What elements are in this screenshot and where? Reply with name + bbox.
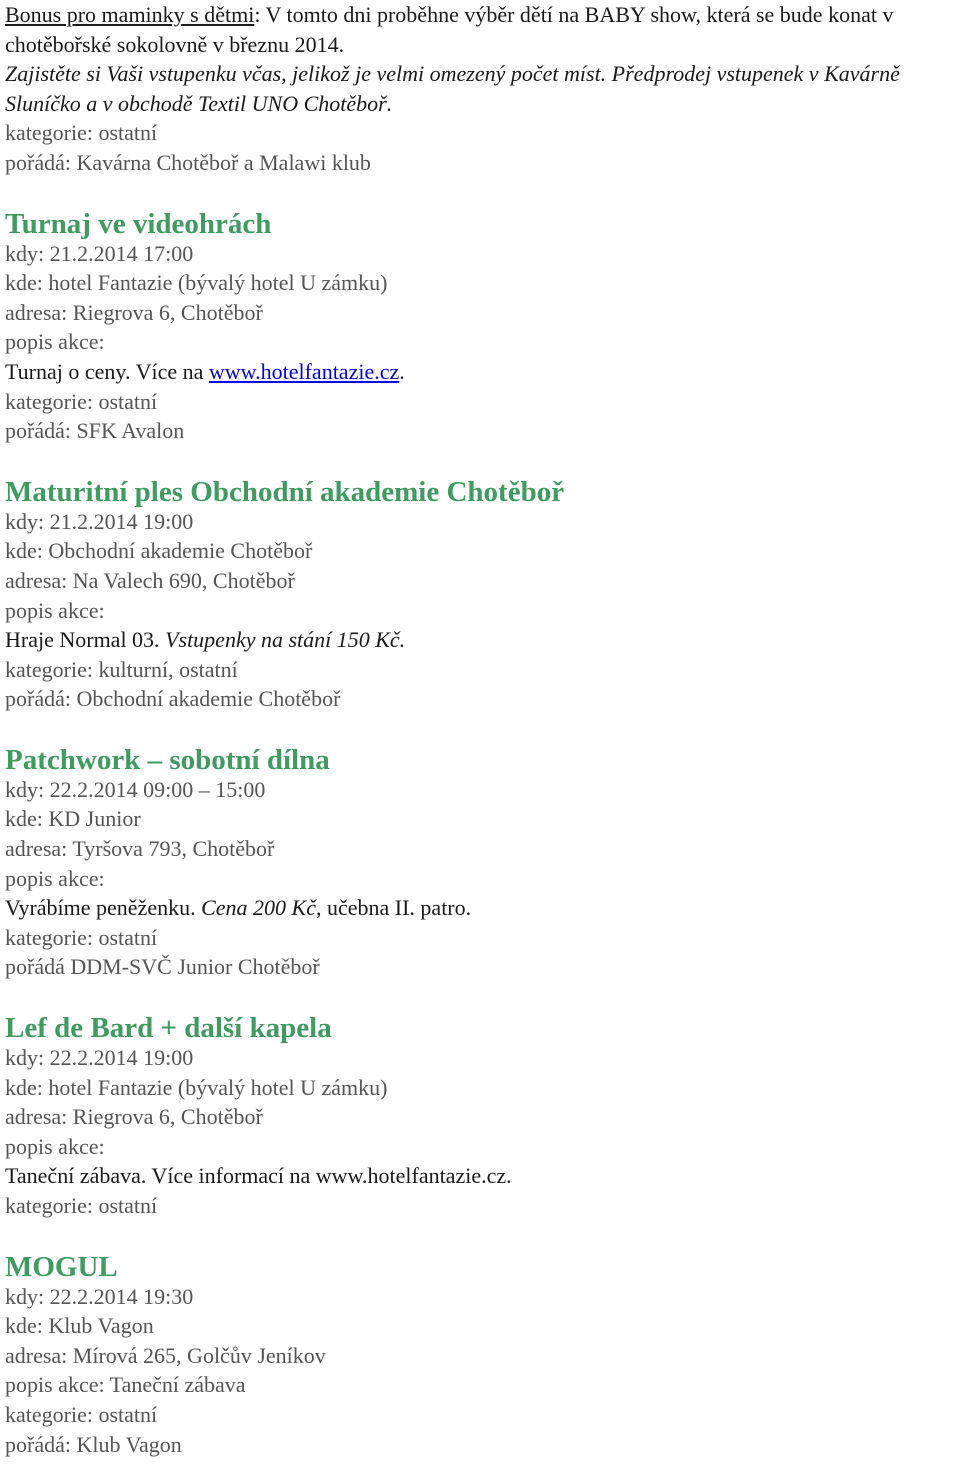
event-when: kdy: 21.2.2014 17:00 bbox=[5, 240, 194, 266]
event-title: Turnaj ve videohrách bbox=[5, 207, 272, 240]
event-category: kategorie: ostatní bbox=[5, 388, 158, 414]
event-when: kdy: 22.2.2014 19:00 bbox=[5, 1045, 194, 1071]
event-desc-italic: Vstupenky na stání 150 Kč. bbox=[165, 627, 406, 653]
event-desc-text: Hraje Normal 03. bbox=[5, 627, 166, 653]
event-description bbox=[5, 893, 955, 923]
event-organizer: pořádá: SFK Avalon bbox=[5, 418, 185, 444]
event-title: MOGUL bbox=[5, 1250, 118, 1283]
event-listing bbox=[5, 0, 955, 1459]
event-description bbox=[5, 625, 955, 655]
bonus-text: : V tomto dni proběhne výběr dětí na BABY show, která se bude konat v chotěbořské sokolovně v březnu 2014. bbox=[5, 2, 894, 57]
event-where: kde: Obchodní akademie Chotěboř bbox=[5, 538, 313, 564]
event-where: kde: hotel Fantazie (bývalý hotel U zámku) bbox=[5, 1074, 388, 1100]
bonus-label: Bonus pro maminky s dětmi bbox=[5, 2, 255, 27]
event-organizer: pořádá DDM-SVČ Junior Chotěboř bbox=[5, 954, 320, 980]
event-when: kdy: 21.2.2014 19:00 bbox=[5, 508, 194, 534]
event-desc-label: popis akce: bbox=[5, 329, 105, 355]
event-title: Patchwork – sobotní dílna bbox=[5, 743, 330, 776]
event-category: kategorie: ostatní bbox=[5, 1193, 158, 1218]
intro-category: kategorie: ostatní bbox=[5, 120, 158, 146]
intro-organizer: pořádá: Kavárna Chotěboř a Malawi klub bbox=[5, 149, 371, 175]
event-desc-tail: . bbox=[399, 358, 405, 384]
event-desc-italic: Cena 200 Kč bbox=[201, 895, 316, 921]
hotel-fantazie-link[interactable]: www.hotelfantazie.cz bbox=[208, 358, 400, 384]
event-organizer: pořádá: Klub Vagon bbox=[5, 1431, 182, 1457]
event-title: Maturitní ples Obchodní akademie Chotěboř bbox=[5, 475, 565, 508]
event-address: adresa: Riegrova 6, Chotěboř bbox=[5, 1104, 263, 1130]
event-where: kde: hotel Fantazie (bývalý hotel U zámku) bbox=[5, 270, 388, 296]
event-address: adresa: Riegrova 6, Chotěboř bbox=[5, 299, 263, 325]
event-where: kde: Klub Vagon bbox=[5, 1313, 154, 1339]
event-organizer: pořádá: Obchodní akademie Chotěboř bbox=[5, 686, 341, 712]
event-category: kategorie: ostatní bbox=[5, 1401, 158, 1427]
event-desc-label: popis akce: bbox=[5, 865, 105, 891]
event-description: Taneční zábava. Více informací na www.hotelfantazie.cz. bbox=[5, 1163, 512, 1189]
event-where: kde: KD Junior bbox=[5, 806, 141, 832]
event-desc-tail: , učebna II. patro. bbox=[315, 895, 472, 921]
event-address: adresa: Na Valech 690, Chotěboř bbox=[5, 567, 295, 593]
event-when: kdy: 22.2.2014 09:00 – 15:00 bbox=[5, 776, 266, 802]
event-desc-label: popis akce: Taneční zábava bbox=[5, 1372, 246, 1398]
ticket-note: Zajistěte si Vaši vstupenku včas, jelikož je velmi omezený počet míst. Předprodej vstupenek v Kavárně Sluníčko a v obchodě Textil UNO Chotěboř. bbox=[5, 61, 900, 116]
bonus-paragraph bbox=[5, 0, 955, 59]
event-description bbox=[5, 357, 955, 387]
event-desc-label: popis akce: bbox=[5, 1133, 105, 1159]
event-when: kdy: 22.2.2014 19:30 bbox=[5, 1283, 194, 1309]
event-category: kategorie: ostatní bbox=[5, 924, 158, 950]
event-title: Lef de Bard + další kapela bbox=[5, 1012, 332, 1045]
event-address: adresa: Tyršova 793, Chotěboř bbox=[5, 836, 275, 862]
event-desc-text: Turnaj o ceny. Více na bbox=[5, 358, 209, 384]
event-desc-label: popis akce: bbox=[5, 597, 105, 623]
event-desc-text: Vyrábíme peněženku. bbox=[5, 895, 202, 921]
event-category: kategorie: kulturní, ostatní bbox=[5, 656, 238, 682]
event-address: adresa: Mírová 265, Golčův Jeníkov bbox=[5, 1342, 326, 1368]
